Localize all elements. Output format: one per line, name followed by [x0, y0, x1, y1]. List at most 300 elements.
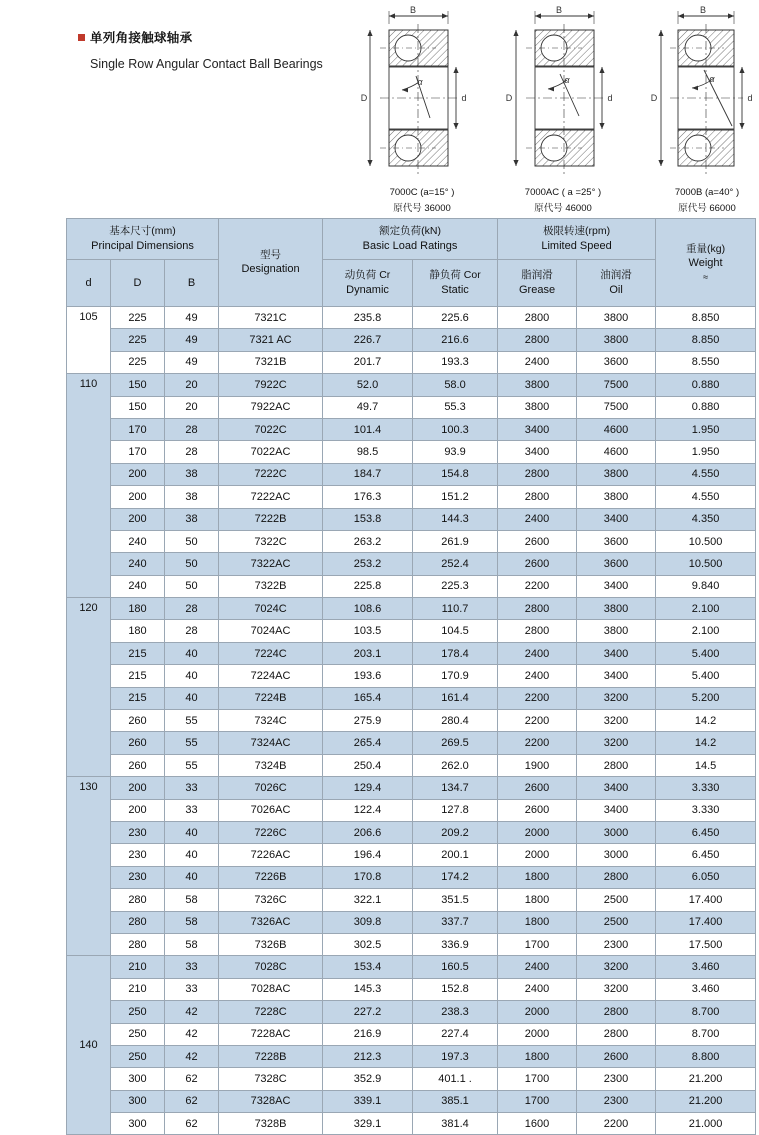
- cell-static-load: 193.3: [413, 351, 498, 373]
- cell-dynamic-load: 275.9: [323, 710, 413, 732]
- table-row: [67, 575, 756, 597]
- header-dynamic-cn: 动负荷 Cr: [344, 269, 391, 282]
- cell-weight: 2.100: [656, 620, 756, 642]
- cell-designation: 7022AC: [219, 441, 323, 463]
- figure-caption-main: 7000C (a=15° ): [389, 187, 455, 198]
- cell-grease-speed: 2600: [498, 530, 577, 552]
- cell-oil-speed: 2800: [577, 1001, 656, 1023]
- cell-outer-diameter: 200: [111, 799, 165, 821]
- cell-designation: 7026AC: [219, 799, 323, 821]
- cell-static-load: 178.4: [413, 642, 498, 664]
- bearing-specification-table: [66, 218, 756, 1135]
- cell-grease-speed: 2000: [498, 844, 577, 866]
- cell-oil-speed: 3200: [577, 687, 656, 709]
- header-weight: [656, 219, 756, 307]
- cell-width: 42: [165, 1023, 219, 1045]
- table-row: [67, 530, 756, 552]
- header-principal-dimensions: [67, 219, 219, 260]
- cell-designation: 7224AC: [219, 665, 323, 687]
- cell-outer-diameter: 210: [111, 978, 165, 1000]
- cell-oil-speed: 2600: [577, 1045, 656, 1067]
- cell-grease-speed: 1800: [498, 911, 577, 933]
- table-row: [67, 1001, 756, 1023]
- header-grease: [498, 260, 577, 307]
- cell-oil-speed: 3600: [577, 553, 656, 575]
- header-basic-load-ratings: [323, 219, 498, 260]
- figure-caption-sub: 原代号 46000: [534, 202, 592, 214]
- cell-weight: 4.350: [656, 508, 756, 530]
- cell-outer-diameter: 200: [111, 463, 165, 485]
- header-designation: [219, 219, 323, 307]
- bearing-diagram-svg: [356, 6, 488, 184]
- angle-label-alpha: α: [564, 75, 570, 85]
- table-row: [67, 598, 756, 620]
- header-dynamic: [323, 260, 413, 307]
- cell-outer-diameter: 260: [111, 710, 165, 732]
- cell-static-load: 269.5: [413, 732, 498, 754]
- header-designation-cn: 型号: [260, 248, 282, 261]
- cell-outer-diameter: 230: [111, 821, 165, 843]
- figure-caption-main: 7000B (a=40° ): [674, 187, 740, 198]
- cell-weight: 17.400: [656, 889, 756, 911]
- cell-static-load: 351.5: [413, 889, 498, 911]
- cell-dynamic-load: 302.5: [323, 933, 413, 955]
- cell-designation: 7222AC: [219, 486, 323, 508]
- table-row: [67, 866, 756, 888]
- cell-width: 58: [165, 889, 219, 911]
- table-header-row-top: [67, 219, 756, 260]
- cell-outer-diameter: 300: [111, 1090, 165, 1112]
- cell-weight: 14.2: [656, 710, 756, 732]
- header-weight-cn: 重量(kg): [686, 242, 726, 255]
- table-row: [67, 374, 756, 396]
- cell-width: 38: [165, 486, 219, 508]
- cell-width: 49: [165, 307, 219, 329]
- cell-weight: 3.330: [656, 799, 756, 821]
- table-row: [67, 844, 756, 866]
- cell-outer-diameter: 280: [111, 933, 165, 955]
- cell-dynamic-load: 329.1: [323, 1113, 413, 1135]
- cell-oil-speed: 3200: [577, 978, 656, 1000]
- cell-designation: 7028AC: [219, 978, 323, 1000]
- cell-weight: 21.000: [656, 1113, 756, 1135]
- cell-designation: 7321B: [219, 351, 323, 373]
- cell-weight: 4.550: [656, 486, 756, 508]
- cell-designation: 7224C: [219, 642, 323, 664]
- cell-width: 38: [165, 508, 219, 530]
- cell-grease-speed: 2200: [498, 732, 577, 754]
- cell-designation: 7228C: [219, 1001, 323, 1023]
- header-dynamic-en: Dynamic: [346, 283, 389, 296]
- cell-static-load: 209.2: [413, 821, 498, 843]
- cell-static-load: 385.1: [413, 1090, 498, 1112]
- cell-weight: 3.460: [656, 956, 756, 978]
- angle-label-alpha: α: [709, 74, 715, 84]
- cell-designation: 7324C: [219, 710, 323, 732]
- cell-bore-diameter: 130: [67, 777, 111, 956]
- cell-width: 49: [165, 329, 219, 351]
- cell-weight: 14.2: [656, 732, 756, 754]
- header-oil-cn: 油润滑: [600, 269, 632, 282]
- cell-weight: 0.880: [656, 396, 756, 418]
- cell-oil-speed: 2300: [577, 1090, 656, 1112]
- table-row: [67, 486, 756, 508]
- cell-static-load: 93.9: [413, 441, 498, 463]
- cell-outer-diameter: 300: [111, 1068, 165, 1090]
- table-row: [67, 754, 756, 776]
- header-designation-en: Designation: [241, 263, 300, 276]
- cell-oil-speed: 3000: [577, 821, 656, 843]
- cell-oil-speed: 3800: [577, 486, 656, 508]
- cell-static-load: 154.8: [413, 463, 498, 485]
- cell-oil-speed: 3800: [577, 463, 656, 485]
- cell-grease-speed: 2800: [498, 620, 577, 642]
- bearing-figure-7000c: [356, 6, 488, 216]
- cell-width: 28: [165, 441, 219, 463]
- cell-outer-diameter: 260: [111, 732, 165, 754]
- cell-width: 40: [165, 687, 219, 709]
- cell-width: 33: [165, 777, 219, 799]
- cell-weight: 5.400: [656, 642, 756, 664]
- table-row: [67, 956, 756, 978]
- cell-oil-speed: 3800: [577, 598, 656, 620]
- bearing-figure-7000ac: [497, 6, 629, 216]
- cell-designation: 7328AC: [219, 1090, 323, 1112]
- page-title-english: Single Row Angular Contact Ball Bearings: [90, 57, 323, 71]
- cell-outer-diameter: 210: [111, 956, 165, 978]
- cell-static-load: 225.6: [413, 307, 498, 329]
- cell-designation: 7326B: [219, 933, 323, 955]
- cell-grease-speed: 2600: [498, 553, 577, 575]
- cell-bore-diameter: 120: [67, 598, 111, 777]
- cell-grease-speed: 2400: [498, 351, 577, 373]
- cell-bore-diameter: 105: [67, 307, 111, 374]
- table-row: [67, 307, 756, 329]
- cell-designation: 7024AC: [219, 620, 323, 642]
- cell-designation: 7326AC: [219, 911, 323, 933]
- cell-weight: 14.5: [656, 754, 756, 776]
- cell-grease-speed: 3800: [498, 374, 577, 396]
- cell-dynamic-load: 98.5: [323, 441, 413, 463]
- cell-static-load: 280.4: [413, 710, 498, 732]
- figure-caption-sub: 原代号 36000: [393, 202, 451, 214]
- cell-dynamic-load: 145.3: [323, 978, 413, 1000]
- title-chinese-row: [78, 28, 348, 46]
- table-row: [67, 732, 756, 754]
- cell-outer-diameter: 240: [111, 553, 165, 575]
- cell-designation: 7922AC: [219, 396, 323, 418]
- cell-oil-speed: 2200: [577, 1113, 656, 1135]
- cell-designation: 7228AC: [219, 1023, 323, 1045]
- header-static: [413, 260, 498, 307]
- cell-oil-speed: 3200: [577, 710, 656, 732]
- table-row: [67, 978, 756, 1000]
- header-grease-en: Grease: [518, 283, 556, 296]
- cell-dynamic-load: 227.2: [323, 1001, 413, 1023]
- cell-oil-speed: 3200: [577, 956, 656, 978]
- cell-weight: 3.330: [656, 777, 756, 799]
- header-static-en: Static: [441, 283, 469, 296]
- cell-designation: 7228B: [219, 1045, 323, 1067]
- table-row: [67, 687, 756, 709]
- table-row: [67, 799, 756, 821]
- cell-designation: 7321 AC: [219, 329, 323, 351]
- cell-weight: 1.950: [656, 441, 756, 463]
- cell-oil-speed: 3800: [577, 307, 656, 329]
- cell-outer-diameter: 280: [111, 911, 165, 933]
- cell-width: 62: [165, 1090, 219, 1112]
- table-row: [67, 441, 756, 463]
- cell-grease-speed: 2800: [498, 486, 577, 508]
- cell-designation: 7324B: [219, 754, 323, 776]
- cell-dynamic-load: 122.4: [323, 799, 413, 821]
- bullet-square-icon: [78, 34, 85, 41]
- header-speed-cn: 极限转速(rpm): [543, 225, 611, 238]
- cell-weight: 8.850: [656, 307, 756, 329]
- table-row: [67, 620, 756, 642]
- cell-width: 33: [165, 799, 219, 821]
- cell-grease-speed: 3400: [498, 441, 577, 463]
- header-grease-cn: 脂润滑: [521, 269, 553, 282]
- cell-designation: 7222C: [219, 463, 323, 485]
- page-title-chinese: 单列角接触球轴承: [90, 31, 193, 45]
- dim-label-d: d: [747, 93, 753, 103]
- cell-outer-diameter: 240: [111, 575, 165, 597]
- cell-designation: 7224B: [219, 687, 323, 709]
- dim-label-B: B: [555, 6, 563, 15]
- cell-grease-speed: 2800: [498, 598, 577, 620]
- cell-oil-speed: 3600: [577, 351, 656, 373]
- table-row: [67, 1045, 756, 1067]
- cell-outer-diameter: 225: [111, 307, 165, 329]
- cell-designation: 7024C: [219, 598, 323, 620]
- cell-grease-speed: 1600: [498, 1113, 577, 1135]
- cell-weight: 9.840: [656, 575, 756, 597]
- cell-static-load: 174.2: [413, 866, 498, 888]
- cell-grease-speed: 2200: [498, 710, 577, 732]
- table-row: [67, 508, 756, 530]
- cell-static-load: 381.4: [413, 1113, 498, 1135]
- cell-outer-diameter: 225: [111, 329, 165, 351]
- cell-dynamic-load: 322.1: [323, 889, 413, 911]
- cell-dynamic-load: 206.6: [323, 821, 413, 843]
- cell-static-load: 134.7: [413, 777, 498, 799]
- cell-width: 50: [165, 575, 219, 597]
- cell-dynamic-load: 225.8: [323, 575, 413, 597]
- header-weight-en: Weight: [688, 257, 723, 270]
- cell-dynamic-load: 176.3: [323, 486, 413, 508]
- table-body: [67, 307, 756, 1135]
- cell-outer-diameter: 230: [111, 844, 165, 866]
- cell-outer-diameter: 200: [111, 777, 165, 799]
- table-row: [67, 889, 756, 911]
- cell-width: 58: [165, 933, 219, 955]
- cell-width: 33: [165, 978, 219, 1000]
- cell-designation: 7222B: [219, 508, 323, 530]
- dim-label-d: d: [461, 93, 467, 103]
- cell-designation: 7326C: [219, 889, 323, 911]
- cell-oil-speed: 3800: [577, 329, 656, 351]
- cell-oil-speed: 3400: [577, 799, 656, 821]
- cell-dynamic-load: 226.7: [323, 329, 413, 351]
- cell-dynamic-load: 216.9: [323, 1023, 413, 1045]
- cell-dynamic-load: 153.4: [323, 956, 413, 978]
- cell-static-load: 262.0: [413, 754, 498, 776]
- dim-label-D: D: [505, 93, 513, 103]
- cell-weight: 4.550: [656, 463, 756, 485]
- cell-grease-speed: 3800: [498, 396, 577, 418]
- cell-static-load: 160.5: [413, 956, 498, 978]
- cell-oil-speed: 3400: [577, 642, 656, 664]
- cell-grease-speed: 1700: [498, 1068, 577, 1090]
- cell-designation: 7028C: [219, 956, 323, 978]
- cell-outer-diameter: 215: [111, 642, 165, 664]
- cell-designation: 7226B: [219, 866, 323, 888]
- cell-oil-speed: 7500: [577, 374, 656, 396]
- title-block: [78, 28, 348, 71]
- cell-oil-speed: 2800: [577, 866, 656, 888]
- cell-static-load: 58.0: [413, 374, 498, 396]
- table-row: [67, 642, 756, 664]
- cell-dynamic-load: 203.1: [323, 642, 413, 664]
- cell-oil-speed: 4600: [577, 441, 656, 463]
- cell-outer-diameter: 280: [111, 889, 165, 911]
- cell-oil-speed: 3200: [577, 732, 656, 754]
- figure-caption-main: 7000AC ( a =25° ): [524, 187, 602, 198]
- cell-grease-speed: 1800: [498, 889, 577, 911]
- cell-grease-speed: 1900: [498, 754, 577, 776]
- cell-width: 28: [165, 620, 219, 642]
- cell-width: 42: [165, 1001, 219, 1023]
- cell-designation: 7328B: [219, 1113, 323, 1135]
- table-row: [67, 665, 756, 687]
- cell-static-load: 151.2: [413, 486, 498, 508]
- cell-weight: 6.450: [656, 844, 756, 866]
- cell-dynamic-load: 352.9: [323, 1068, 413, 1090]
- dim-label-B: B: [409, 6, 417, 15]
- cell-dynamic-load: 108.6: [323, 598, 413, 620]
- header-static-cn: 静负荷 Cor: [429, 269, 481, 282]
- cell-weight: 21.200: [656, 1090, 756, 1112]
- cell-dynamic-load: 235.8: [323, 307, 413, 329]
- cell-static-load: 104.5: [413, 620, 498, 642]
- table-row: [67, 911, 756, 933]
- cell-weight: 8.850: [656, 329, 756, 351]
- table-header-row-bottom: [67, 260, 756, 307]
- cell-oil-speed: 2500: [577, 911, 656, 933]
- cell-static-load: 170.9: [413, 665, 498, 687]
- cell-outer-diameter: 300: [111, 1113, 165, 1135]
- cell-static-load: 55.3: [413, 396, 498, 418]
- cell-width: 62: [165, 1068, 219, 1090]
- cell-width: 40: [165, 665, 219, 687]
- cell-static-load: 401.1 .: [413, 1068, 498, 1090]
- cell-designation: 7226AC: [219, 844, 323, 866]
- table-row: [67, 553, 756, 575]
- cell-static-load: 252.4: [413, 553, 498, 575]
- cell-static-load: 227.4: [413, 1023, 498, 1045]
- figure-caption-sub: 原代号 66000: [678, 202, 736, 214]
- cell-width: 40: [165, 821, 219, 843]
- table-header: [67, 219, 756, 307]
- cell-width: 50: [165, 553, 219, 575]
- cell-designation: 7226C: [219, 821, 323, 843]
- bearing-figure-7000b: [641, 6, 759, 216]
- cell-dynamic-load: 265.4: [323, 732, 413, 754]
- cell-outer-diameter: 180: [111, 620, 165, 642]
- cell-grease-speed: 2600: [498, 777, 577, 799]
- cell-grease-speed: 2400: [498, 956, 577, 978]
- specification-table-container: [66, 218, 755, 1135]
- cell-width: 28: [165, 418, 219, 440]
- cell-oil-speed: 4600: [577, 418, 656, 440]
- header-col-d: d: [67, 260, 111, 307]
- cell-outer-diameter: 150: [111, 374, 165, 396]
- cell-designation: 7022C: [219, 418, 323, 440]
- cell-oil-speed: 2300: [577, 933, 656, 955]
- cell-dynamic-load: 103.5: [323, 620, 413, 642]
- cell-static-load: 238.3: [413, 1001, 498, 1023]
- cell-weight: 10.500: [656, 530, 756, 552]
- cell-weight: 21.200: [656, 1068, 756, 1090]
- cell-oil-speed: 2800: [577, 1023, 656, 1045]
- cell-grease-speed: 2800: [498, 463, 577, 485]
- page-header: [0, 0, 759, 214]
- cell-dynamic-load: 129.4: [323, 777, 413, 799]
- cell-dynamic-load: 193.6: [323, 665, 413, 687]
- cell-weight: 0.880: [656, 374, 756, 396]
- cell-width: 42: [165, 1045, 219, 1067]
- cell-oil-speed: 7500: [577, 396, 656, 418]
- table-row: [67, 396, 756, 418]
- cell-outer-diameter: 250: [111, 1045, 165, 1067]
- cell-oil-speed: 3400: [577, 665, 656, 687]
- cell-outer-diameter: 170: [111, 418, 165, 440]
- cell-dynamic-load: 153.8: [323, 508, 413, 530]
- cell-width: 55: [165, 732, 219, 754]
- table-row: [67, 710, 756, 732]
- cell-oil-speed: 3400: [577, 575, 656, 597]
- cell-grease-speed: 2400: [498, 665, 577, 687]
- cell-dynamic-load: 201.7: [323, 351, 413, 373]
- cell-static-load: 337.7: [413, 911, 498, 933]
- cell-grease-speed: 2400: [498, 508, 577, 530]
- cell-dynamic-load: 253.2: [323, 553, 413, 575]
- cell-grease-speed: 2000: [498, 1001, 577, 1023]
- header-load-en: Basic Load Ratings: [362, 239, 458, 252]
- cell-weight: 3.460: [656, 978, 756, 1000]
- table-row: [67, 351, 756, 373]
- cell-designation: 7324AC: [219, 732, 323, 754]
- cell-grease-speed: 2200: [498, 687, 577, 709]
- cell-dynamic-load: 52.0: [323, 374, 413, 396]
- cell-weight: 5.400: [656, 665, 756, 687]
- cell-dynamic-load: 101.4: [323, 418, 413, 440]
- cell-grease-speed: 3400: [498, 418, 577, 440]
- cell-outer-diameter: 215: [111, 687, 165, 709]
- cell-outer-diameter: 225: [111, 351, 165, 373]
- cell-oil-speed: 3600: [577, 530, 656, 552]
- cell-dynamic-load: 263.2: [323, 530, 413, 552]
- cell-outer-diameter: 200: [111, 508, 165, 530]
- cell-width: 40: [165, 642, 219, 664]
- cell-width: 38: [165, 463, 219, 485]
- cell-weight: 17.500: [656, 933, 756, 955]
- cell-width: 33: [165, 956, 219, 978]
- cell-static-load: 110.7: [413, 598, 498, 620]
- cell-weight: 1.950: [656, 418, 756, 440]
- cell-grease-speed: 2600: [498, 799, 577, 821]
